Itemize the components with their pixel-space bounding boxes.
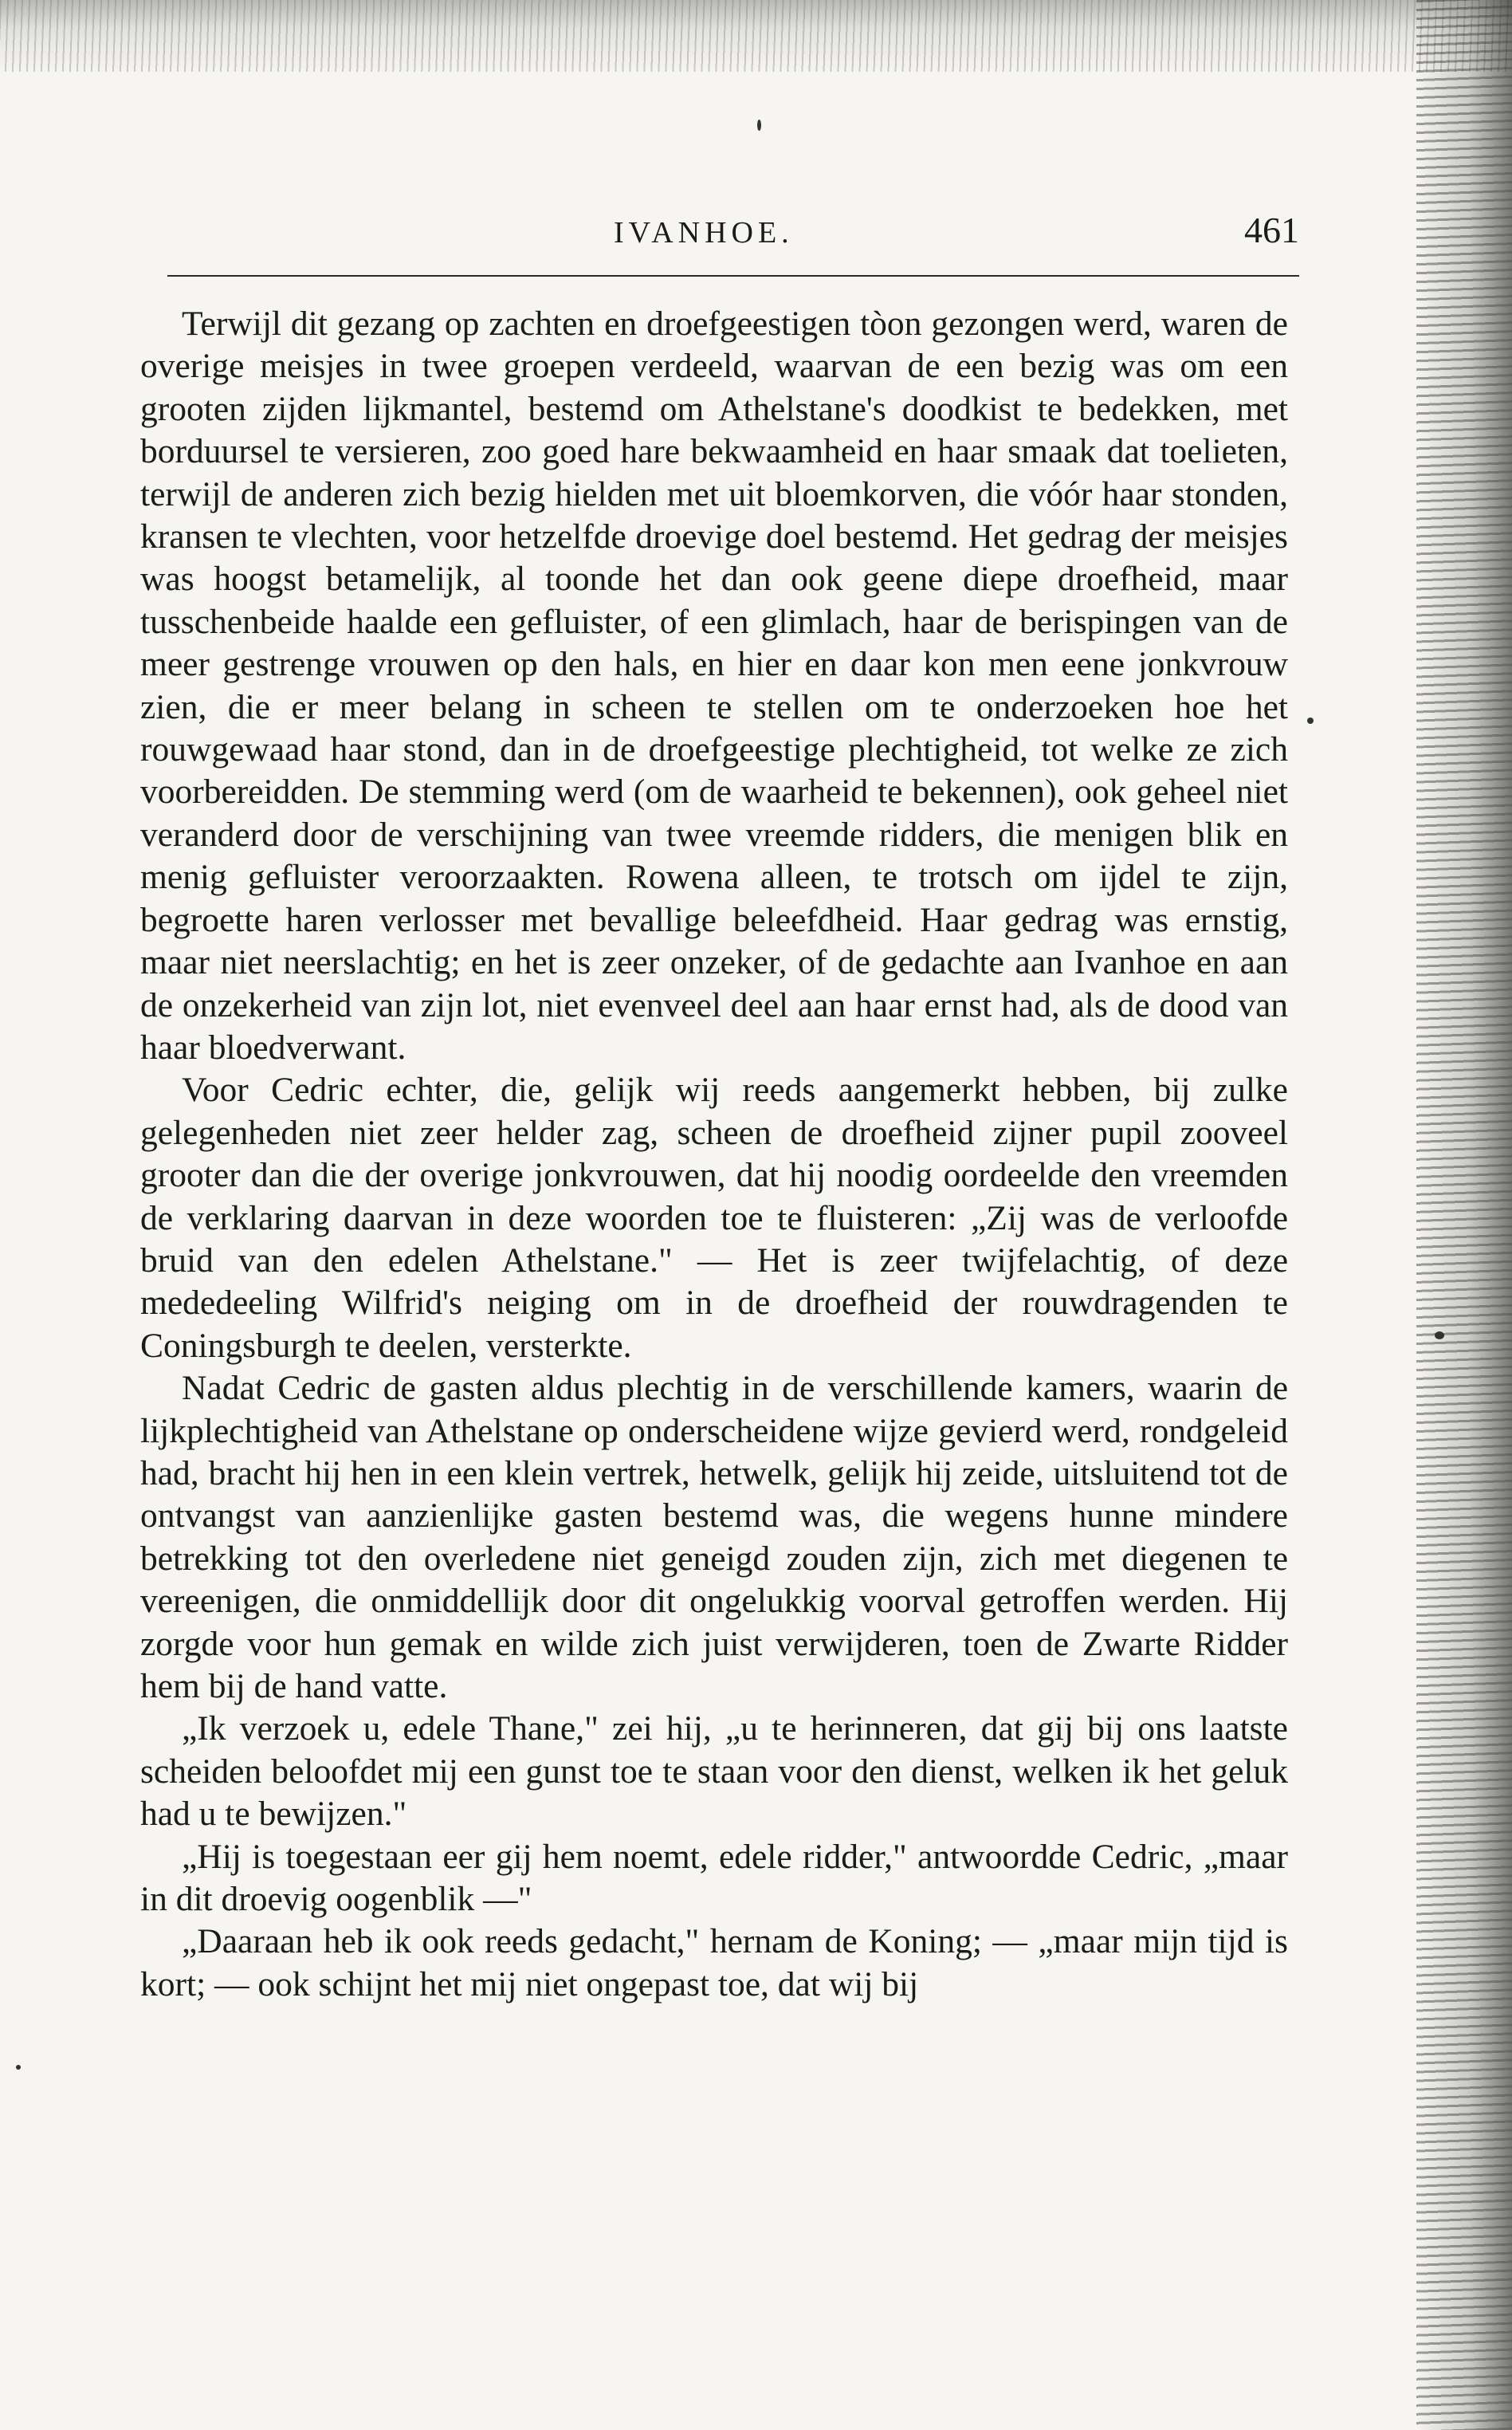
page-right-edge-shadow	[1416, 0, 1512, 2430]
paragraph: „Hij is toegestaan eer gij hem noemt, edele ridder," antwoordde Cedric, „maar in dit droevig oogenblik —"	[140, 1837, 1288, 1919]
paragraph: Voor Cedric echter, die, gelijk wij reeds aangemerkt hebben, bij zulke gelegenheden niet zeer helder zag, scheen de droefheid zijner pupil zooveel grooter dan die der overige jonkvrouwen, dat hij noodig oordeelde den vreemden de verklaring daarvan in deze woorden toe te fluisteren: „Zij was de verloofde bruid van den edelen Athelstane." — Het is zeer twijfelachtig, of deze mededeeling Wilfrid's neiging om in de droefheid der rouwdragenden te Coningsburgh te deelen, versterkte.	[140, 1071, 1288, 1365]
paragraph: „Daaraan heb ik ook reeds gedacht," hernam de Koning; — „maar mijn tijd is kort; — ook schijnt het mij niet ongepast toe, dat wij bij	[140, 1922, 1288, 2003]
scan-speck	[1435, 1331, 1444, 1339]
body-text	[140, 303, 1288, 2006]
paragraph: Terwijl dit gezang op zachten en droefgeestigen tòon gezongen werd, waren de overige meisjes in twee groepen verdeeld, waarvan de een bezig was om een grooten zijden lijkmantel, bestemd om Athelstane's doodkist te bedekken, met borduursel te versieren, zoo goed hare bekwaamheid en haar smaak dat toelieten, terwijl de anderen zich bezig hielden met uit bloemkorven, die vóór haar stonden, kransen te vlechten, voor hetzelfde droevige doel bestemd. Het gedrag der meisjes was hoogst betamelijk, al toonde het dan ook geene diepe droefheid, maar tusschenbeide haalde een gefluister, of een glimlach, haar de berispingen van de meer gestrenge vrouwen op den hals, en hier en daar kon men eene jonkvrouw zien, die er meer belang in scheen te stellen om te onderzoeken hoe het rouwgewaad haar stond, dan in de droefgeestige plechtigheid, tot welke ze zich voorbereidden. De stemming werd (om de waarheid te bekennen), ook geheel niet veranderd door de verschijning van twee vreemde ridders, die menigen blik en menig gefluister veroorzaakten. Rowena alleen, te trotsch om ijdel te zijn, begroette haren verlosser met bevallige beleefdheid. Haar gedrag was ernstig, maar niet neerslachtig; en het is zeer onzeker, of de gedachte aan Ivanhoe en aan de onzekerheid van zijn lot, niet evenveel deel aan haar ernst had, als de dood van haar bloedverwant.	[140, 305, 1288, 1067]
paragraph: Nadat Cedric de gasten aldus plechtig in de verschillende kamers, waarin de lijkplechtigheid van Athelstane op onderscheidene wijze gevierd werd, rondgeleid had, bracht hij hen in een klein vertrek, hetwelk, gelijk hij zeide, uitsluitend tot de ontvangst van aanzienlijke gasten bestemd was, die wegens hunne mindere betrekking tot den overledene niet geneigd zouden zijn, zich met diegenen te vereenigen, die onmiddellijk door dit ongelukkig voorval getroffen werden. Hij zorgde voor hun gemak en wilde zich juist verwijderen, toen de Zwarte Ridder hem bij de hand vatte.	[140, 1369, 1288, 1705]
page-top-edge-shadow	[0, 0, 1512, 72]
header-rule	[167, 275, 1299, 277]
page-number: 461	[1244, 210, 1299, 250]
scan-speck	[16, 2065, 21, 2070]
scan-speck	[1307, 718, 1314, 724]
running-header	[167, 210, 1299, 263]
scan-speck	[757, 120, 761, 131]
paragraph: „Ik verzoek u, edele Thane," zei hij, „u te herinneren, dat gij bij ons laatste scheiden beloofdet mij een gunst toe te staan voor den dienst, welken ik het geluk had u te bewijzen."	[140, 1709, 1288, 1834]
running-title: IVANHOE.	[614, 216, 794, 250]
